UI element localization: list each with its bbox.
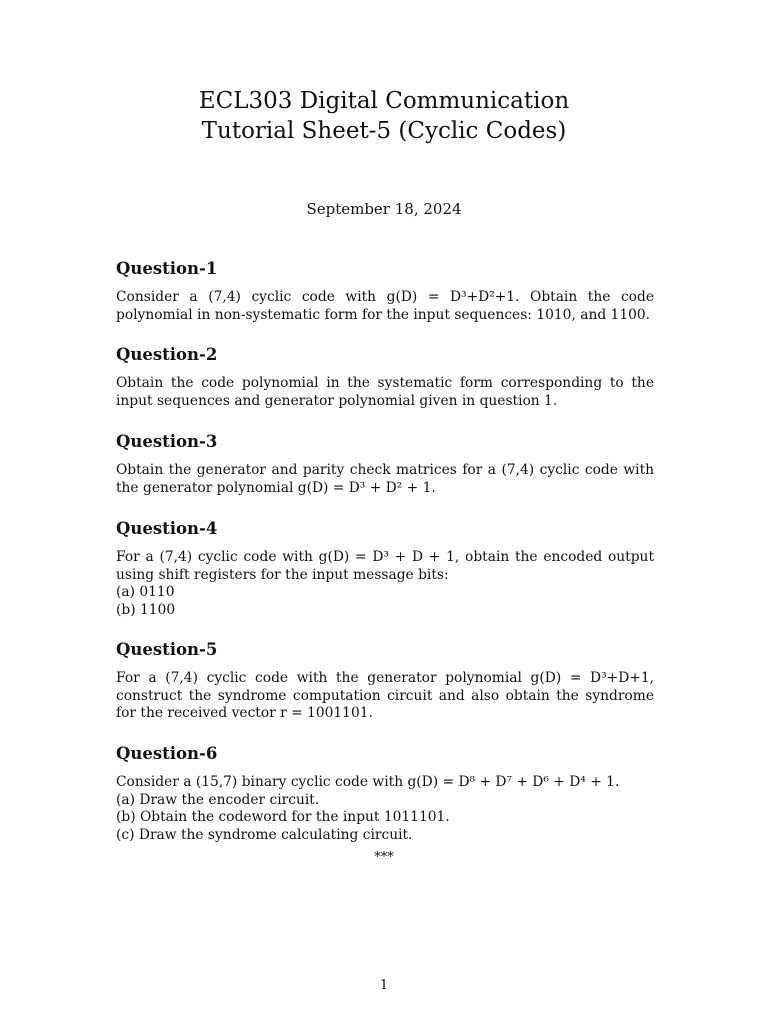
question-text: For a (7,4) cyclic code with the generator polynomial g(D) = D³+D+1, construct the syndrome computation circuit and also obtain the syndrome for the received vector r = 1001101. xyxy=(116,670,654,721)
question-text: Consider a (15,7) binary cyclic code with g(D) = D⁸ + D⁷ + D⁶ + D⁴ + 1. xyxy=(116,774,620,790)
question-heading: Question-5 xyxy=(116,640,218,659)
question-heading: Question-2 xyxy=(116,345,218,364)
question-text: Obtain the generator and parity check matrices for a (7,4) cyclic code with the generator polynomial g(D) = D³ + D² + 1. xyxy=(116,462,654,496)
question-heading: Question-6 xyxy=(116,744,218,763)
question-3 xyxy=(116,431,654,497)
question-5 xyxy=(116,639,654,723)
question-text: Consider a (7,4) cyclic code with g(D) = D³+D²+1. Obtain the code polynomial in non-systematic form for the input sequences: 1010, and 1100. xyxy=(116,289,654,323)
question-item: (a) 0110 xyxy=(116,584,175,600)
document-title-line-2: Tutorial Sheet-5 (Cyclic Codes) xyxy=(201,118,567,144)
question-item: (b) 1100 xyxy=(116,601,176,618)
document-title-line-1: ECL303 Digital Communication xyxy=(198,88,570,114)
document-date: September 18, 2024 xyxy=(306,200,462,218)
question-4 xyxy=(116,518,654,619)
question-heading: Question-4 xyxy=(116,519,218,538)
question-2 xyxy=(116,344,654,410)
question-item: (c) Draw the syndrome calculating circuit. xyxy=(116,826,413,843)
question-text: For a (7,4) cyclic code with g(D) = D³ + D + 1, obtain the encoded output using shift registers for the input message bits: xyxy=(116,549,654,583)
question-1 xyxy=(116,258,654,324)
page-number: 1 xyxy=(379,978,389,993)
question-heading: Question-1 xyxy=(116,259,218,278)
question-item: (a) Draw the encoder circuit. xyxy=(116,791,320,808)
question-item: (b) Obtain the codeword for the input 1011101. xyxy=(116,809,450,825)
question-6 xyxy=(116,743,654,844)
question-heading: Question-3 xyxy=(116,432,218,451)
question-text: Obtain the code polynomial in the systematic form corresponding to the input sequences and generator polynomial given in question 1. xyxy=(116,375,654,409)
end-mark: *** xyxy=(374,850,394,865)
